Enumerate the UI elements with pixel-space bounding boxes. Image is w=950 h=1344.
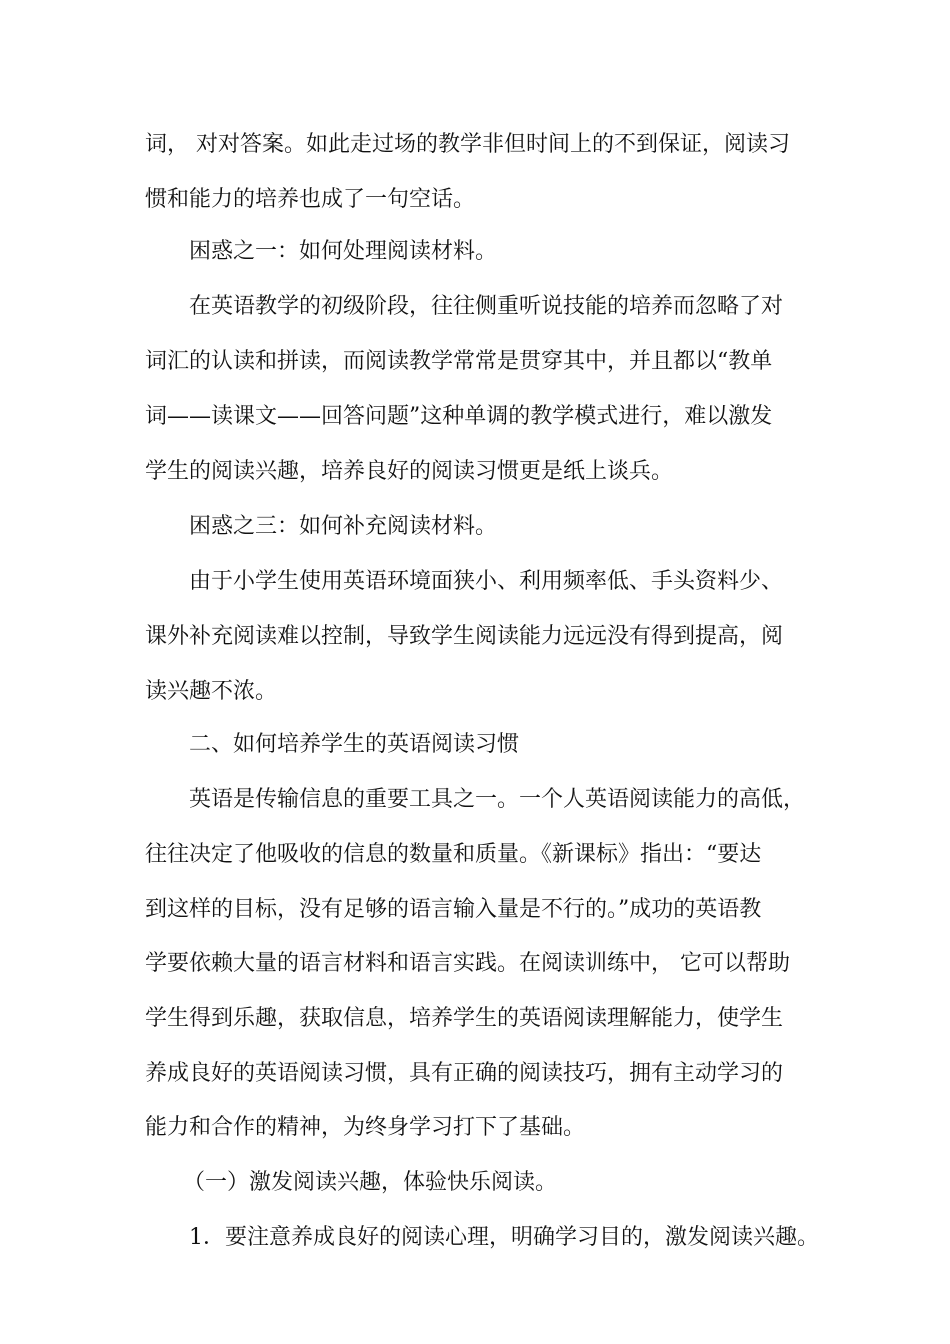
text-line: 养成良好的英语阅读习惯，具有正确的阅读技巧，拥有主动学习的 bbox=[145, 1061, 784, 1086]
text-line: 惯和能力的培养也成了一句空话。 bbox=[145, 187, 476, 212]
text-line: 往往决定了他吸收的信息的数量和质量。《新课标》指出：“要达 bbox=[145, 842, 762, 867]
text-line: 词汇的认读和拼读，而阅读教学常常是贯穿其中，并且都以“教单 bbox=[145, 349, 773, 374]
list-item: 1．要注意养成良好的阅读心理，明确学习目的，激发阅读兴趣。 bbox=[189, 1225, 819, 1250]
text-line: 课外补充阅读难以控制，导致学生阅读能力远远没有得到提高，阅 bbox=[145, 624, 784, 649]
text-line: 英语是传输信息的重要工具之一。一个人英语阅读能力的高低， bbox=[189, 787, 806, 812]
text-line: 学生的阅读兴趣，培养良好的阅读习惯更是纸上谈兵。 bbox=[145, 459, 674, 484]
text-line: 读兴趣不浓。 bbox=[145, 679, 278, 704]
section-heading: 二、如何培养学生的英语阅读习惯 bbox=[189, 732, 520, 757]
text-line: 词——读课文——回答问题”这种单调的教学模式进行，难以激发 bbox=[145, 404, 773, 429]
text-line: 词， 对对答案。如此走过场的教学非但时间上的不到保证，阅读习 bbox=[145, 132, 790, 157]
section-heading: （一）激发阅读兴趣，体验快乐阅读。 bbox=[183, 1170, 558, 1195]
text-line: 学要依赖大量的语言材料和语言实践。在阅读训练中， 它可以帮助 bbox=[145, 951, 790, 976]
text-line: 学生得到乐趣，获取信息，培养学生的英语阅读理解能力，使学生 bbox=[145, 1006, 784, 1031]
section-heading: 困惑之一：如何处理阅读材料。 bbox=[189, 239, 498, 264]
text-line: 到这样的目标，没有足够的语言输入量是不行的。”成功的英语教 bbox=[145, 897, 762, 922]
text-line: 能力和合作的精神，为终身学习打下了基础。 bbox=[145, 1115, 586, 1140]
section-heading: 困惑之三：如何补充阅读材料。 bbox=[189, 514, 498, 539]
text-line: 由于小学生使用英语环境面狭小、利用频率低、手头资料少、 bbox=[189, 569, 784, 594]
text-line: 在英语教学的初级阶段，往往侧重听说技能的培养而忽略了对 bbox=[189, 294, 784, 319]
